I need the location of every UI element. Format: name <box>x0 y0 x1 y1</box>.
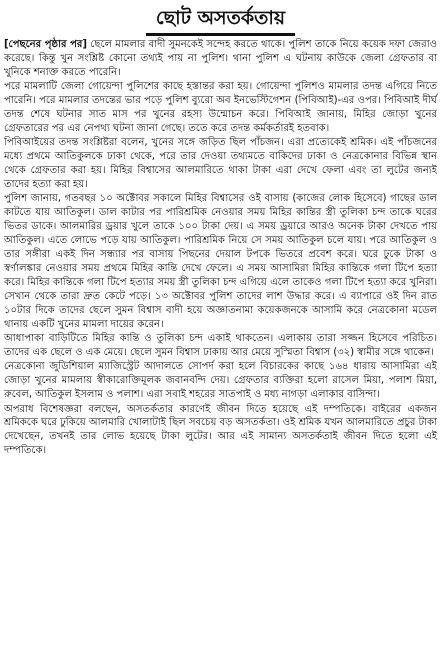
article-paragraph: আধাপাকা বাড়িটিতে মিহির কান্তি ও তুলিকা চন্দ একাই থাকতেন। এলাকায় তারা সজ্জন হিসেবে পরিচিত। তাদের এক ছেলে ও এক মেয়ে। ছেলে সুমন বিশ্বাস ঢাকায় আর মেয়ে সুস্মিতা বিশ্বাস (৩২) স্বামীর সঙ্গে থাকেন। <box>4 333 437 358</box>
article-paragraph: নেত্রকোনা জুডিশিয়াল ম্যাজিস্ট্রেট আদালতে সোপর্দ করা হলে বিচারকের কাছে ১৬৪ ধারায় আসামিরা এই জোড়া খুনের মামলায় স্বীকারোক্তিমূলক জবানবন্দি দেয়। গ্রেফতার ব্যক্তিরা হলো রাসেল মিয়া, পলাশ মিয়া, রুবেল, আতিকুল ইসলাম ও পলাশ। এরা সবাই শহরের সাতপাই ও মধ্য নাগড়া এলাকার বাসিন্দা। <box>4 361 437 401</box>
article-paragraph: পরে মামলাটি জেলা গোয়েন্দা পুলিশের কাছে হস্তান্তর করা হয়। গোয়েন্দা পুলিশও মামলার তদন্ত এগিয়ে নিতে পারেনি। পরে মামলার তদন্তের ভার পড়ে পুলিশ ব্যুরো অব ইনভেস্টিগেশন (পিবিআই)-এর ওপর। পিবিআই দীর্ঘ তদন্ত শেষে ঘটনার সাত মাস পর খুনের রহস্য উন্মোচন করে। পিবিআই জানায়, মিহির জোড়া খুনের গ্রেফতারের পর এর নেপথ্য ঘটনা জানা গেছে। ততে করে তদন্ত কর্মকর্তারই হতবাক। <box>4 81 437 134</box>
article-paragraph: অপরাধ বিশেষজ্ঞরা বলছেন, অসতর্কতার কারণেই জীবন দিতে হয়েছে এই দম্পতিকে। বাইরের একজন শ্রমিককে ঘরে ঢুকিয়ে আলমারি খোলাটাই ছিল সবচেয় বড় অসতর্কতা। ওই শ্রমিক যখন আলমারিতে প্রচুর টাকা দেখেছেন, তখনই তার লোভ হয়েছে টাকা লুটের। আর এই সামান্য অসতর্কতাই জীবন দিতে হলো এই দম্পতিকে। <box>4 403 437 457</box>
continuation-tag: [পেছনের পৃষ্ঠার পর] <box>4 39 87 50</box>
article-paragraph: পুলিশ জানায়, গতবছর ১০ অক্টোবর সকালে মিহির বিশ্বাসের ওই বাসায় (কাজের লোক হিসেবে) গাছের ডাল কাটতে যায় আতিকুল। ডাল কাটার পর পারিশ্রমিক নেওয়ার সময় মিহির কান্তির স্ত্রী তুলিকা চন্দ তাকে ঘরের ভিতর ডাকে। আলমারির ড্রয়ার খুলে তাকে ১০০ টাকা দেয়। এ সময় ড্রয়ারে আরও অনেক টাকা দেখতে পায় আতিকুল। এতে লোভে পড়ে যায় আতিকুল। পারিশ্রমিক নিয়ে সে সময় আতিকুল চলে যায়। পরে আতিকুল ও তার সঙ্গীরা একই দিন সন্ধ্যার পর বাসায় পিছনের দেয়াল টপকে ভিতরে প্রবেশ করে। ঘরে ঢুকে টাকা ও স্বর্ণালঙ্কার নেওয়ার সময় প্রথমে মিহির কান্তি দেখে ফেলে। এ সময় আসামিরা মিহির কান্তিকে গলা টিপে হত্যা করে। মিহির কান্তিকে গলা টিপে হত্যার সময় স্ত্রী তুলিকা চন্দ এগিয়ে এলে তাকেও গলা টিপে হত্যা করে খুনিরা। সেখান থেকে তারা দ্রুত কেটে পড়ে। ১৩ অক্টোবর পুলিশ তাদের লাশ উদ্ধার করে। এ ব্যাপারে ওই দিন রাত ১০টার দিকে তাদের ছেলে সুমন বিশ্বাস বাদী হয়ে অজ্ঞাতনামা কয়েকজনকে আসামি করে নেত্রকোনা মডেল থানায় একটি খুনের মামলা দায়ের করেন। <box>4 193 437 330</box>
article-body <box>4 38 437 458</box>
headline: ছোট অসতর্কতায় <box>146 3 295 36</box>
article-paragraph: পিবিআইয়ের তদন্ত সংশ্লিষ্টরা বলেন, খুনের সঙ্গে জড়িত ছিল পাঁচজন। এরা প্রত্যেকেই শ্রমিক। এই পাঁচজনের মধ্যে প্রথমে আতিকুলকে ঢাকা থেকে, পরে তার দেওয়া তথ্যমতে বাকিদের ঢাকা ও নেত্রকোনার বিভিন্ন স্থান থেকে গ্রেফতার করা হয়। মিহির বিশ্বাসের আলমারিতে থাকা টাকা এরা দেখে ফেলা এবং তা লুটের জন্যই তাদের হত্যা করা হয়। <box>4 137 437 191</box>
paragraph-text: ছেলে মামলার বাদী সুমনকেই সন্দেহ করতে থাকে। পুলিশ তাকে নিয়ে কয়েক দফা জেরাও করেছে। কিন্তু খুন সংশ্লিষ্ট কোনো তথ্যই পায় না পুলিশ। থানা পুলিশ এ ঘটনায় কাউকে জেলা গ্রেফতার বা খুনিকে শনাক্ত করতে পারেনি। <box>4 39 437 78</box>
article-paragraph <box>4 38 437 80</box>
headline-row <box>4 0 437 38</box>
